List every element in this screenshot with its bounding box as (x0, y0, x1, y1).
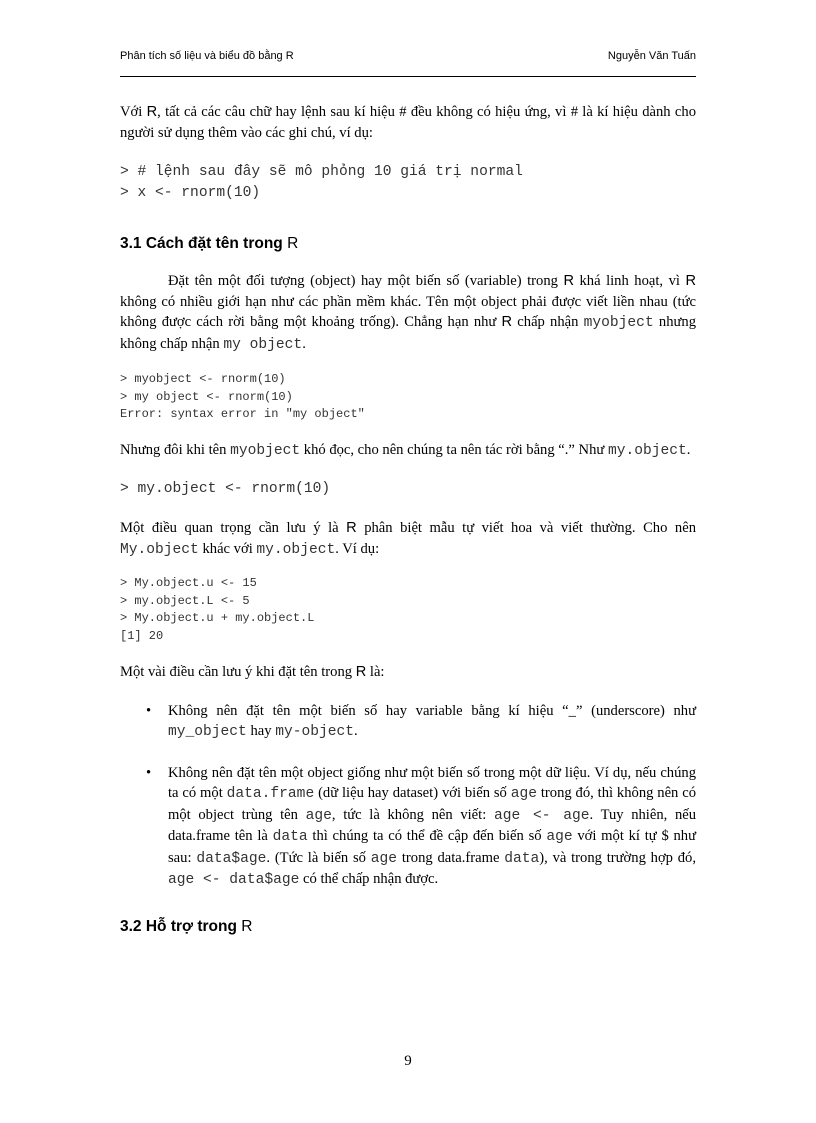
page-number: 9 (404, 1053, 412, 1069)
text: . (302, 335, 306, 352)
bullet-icon: • (146, 764, 152, 781)
inline-code: data (272, 829, 308, 845)
text: . (686, 441, 691, 458)
text: . (354, 723, 358, 739)
text: Đặt tên một đối tượng (object) hay một biến số (variable) trong (168, 273, 564, 289)
inline-code: age (305, 807, 332, 824)
heading-text: 3.2 Hỗ trợ trong (120, 917, 242, 935)
text: Một vài điều cần lưu ý khi đặt tên trong (120, 664, 356, 680)
r-symbol: R (146, 104, 158, 120)
text: , tất cả các câu chữ hay lệnh sau kí hiệu # đều không có hiệu ứng, vì # là kí hiệu dành cho người sử dụng thêm vào các ghi chú, ví dụ: (120, 104, 696, 141)
header-rule (120, 76, 696, 77)
list-item (120, 763, 696, 891)
paragraph-case-sensitive (120, 518, 696, 560)
r-symbol: R (501, 314, 513, 330)
inline-code: age (510, 786, 537, 802)
inline-code: data (504, 850, 540, 867)
inline-code: data.frame (226, 786, 315, 802)
code-block-1: > # lệnh sau đây sẽ mô phỏng 10 giá trị normal > x <- rnorm(10) (120, 164, 523, 201)
text: trong data.frame (397, 849, 505, 866)
text: khác với (198, 540, 257, 557)
text: khó đọc, cho nên chúng ta nên tác rời bằng “.” Như (300, 441, 608, 458)
r-symbol: R (241, 917, 253, 935)
inline-code: my.object (607, 442, 687, 459)
text: ), và trong trường hợp đó, (539, 849, 696, 866)
section-heading-3-1 (120, 234, 696, 254)
list-item (120, 701, 696, 743)
code-block-3: > my.object <- rnorm(10) (120, 481, 331, 497)
text: thì chúng ta có thể đề cập đến biến số (307, 828, 547, 844)
inline-code: age <- age (493, 807, 590, 824)
text: Không nên đặt tên một biến số hay variable bằng kí hiệu “_” (underscore) như (168, 702, 696, 719)
inline-code: my.object (256, 541, 336, 558)
text: trong đó, thì không nên có một object trùng tên (168, 785, 696, 823)
text: Một điều quan trọng cần lưu ý là (120, 520, 347, 536)
inline-code: myobject (230, 442, 301, 459)
text: phân biệt mẫu tự viết hoa và viết thường. Cho nên (356, 520, 696, 536)
text: (dữ liệu hay dataset) với biến số (314, 785, 511, 801)
text: nhưng không chấp nhận (120, 314, 697, 352)
header-right: Nguyễn Văn Tuấn (607, 50, 696, 62)
page-content (120, 100, 696, 937)
text: với một kí tự $ như sau: (168, 828, 697, 866)
text: Nhưng đôi khi tên (120, 441, 231, 458)
text: . Ví dụ: (335, 540, 380, 557)
header-left: Phân tích số liệu và biểu đồ bằng R (120, 50, 294, 62)
inline-code: data$age (196, 850, 267, 867)
naming-rules-list (120, 701, 696, 891)
code-block-4: > My.object.u <- 15 > my.object.L <- 5 > My.object.u + my.object.L [1] 20 (120, 576, 315, 643)
paragraph-dot-name (120, 440, 696, 462)
intro-paragraph (120, 102, 696, 143)
text: hay (246, 723, 276, 739)
paragraph-naming (120, 271, 696, 355)
inline-code: age (546, 829, 573, 845)
r-symbol: R (685, 273, 696, 289)
paragraph-notes (120, 662, 696, 683)
r-symbol: R (346, 520, 357, 536)
text: . (Tức là biến số (266, 849, 371, 866)
text: có thể chấp nhận được. (299, 871, 439, 887)
r-symbol: R (287, 235, 299, 252)
r-symbol: R (563, 273, 574, 289)
section-heading-3-2 (120, 917, 696, 937)
bullet-icon: • (146, 702, 152, 719)
text: chấp nhận (512, 314, 584, 330)
text: , tức là không nên viết: (331, 806, 494, 823)
text: khá linh hoạt, vì (573, 273, 686, 289)
r-symbol: R (355, 664, 367, 680)
text: là: (366, 664, 385, 680)
page-header (120, 50, 696, 62)
text: không có nhiều giới hạn như các phần mềm khác. Tên một object phải được viết liền nhau (tức không được cách rời bằng một khoảng trống). Chẳng hạn như (120, 293, 696, 330)
inline-code: age <- data$age (168, 872, 300, 888)
text: Với (120, 104, 147, 120)
inline-code: my-object (275, 724, 355, 740)
inline-code: myobject (583, 315, 654, 331)
heading-text: 3.1 Cách đặt tên trong (120, 235, 288, 252)
inline-code: my_object (168, 724, 247, 740)
inline-code: my object (223, 336, 303, 353)
code-block-2: > myobject <- rnorm(10) > my object <- rnorm(10) Error: syntax error in "my object" (120, 372, 365, 421)
inline-code: age (370, 850, 398, 867)
inline-code: My.object (120, 541, 199, 558)
text: Không nên đặt tên một object giống như một biến số trong một dữ liệu. Ví dụ, nếu chúng ta có một (168, 764, 696, 801)
text: . Tuy nhiên, nếu data.frame tên là (168, 806, 697, 844)
